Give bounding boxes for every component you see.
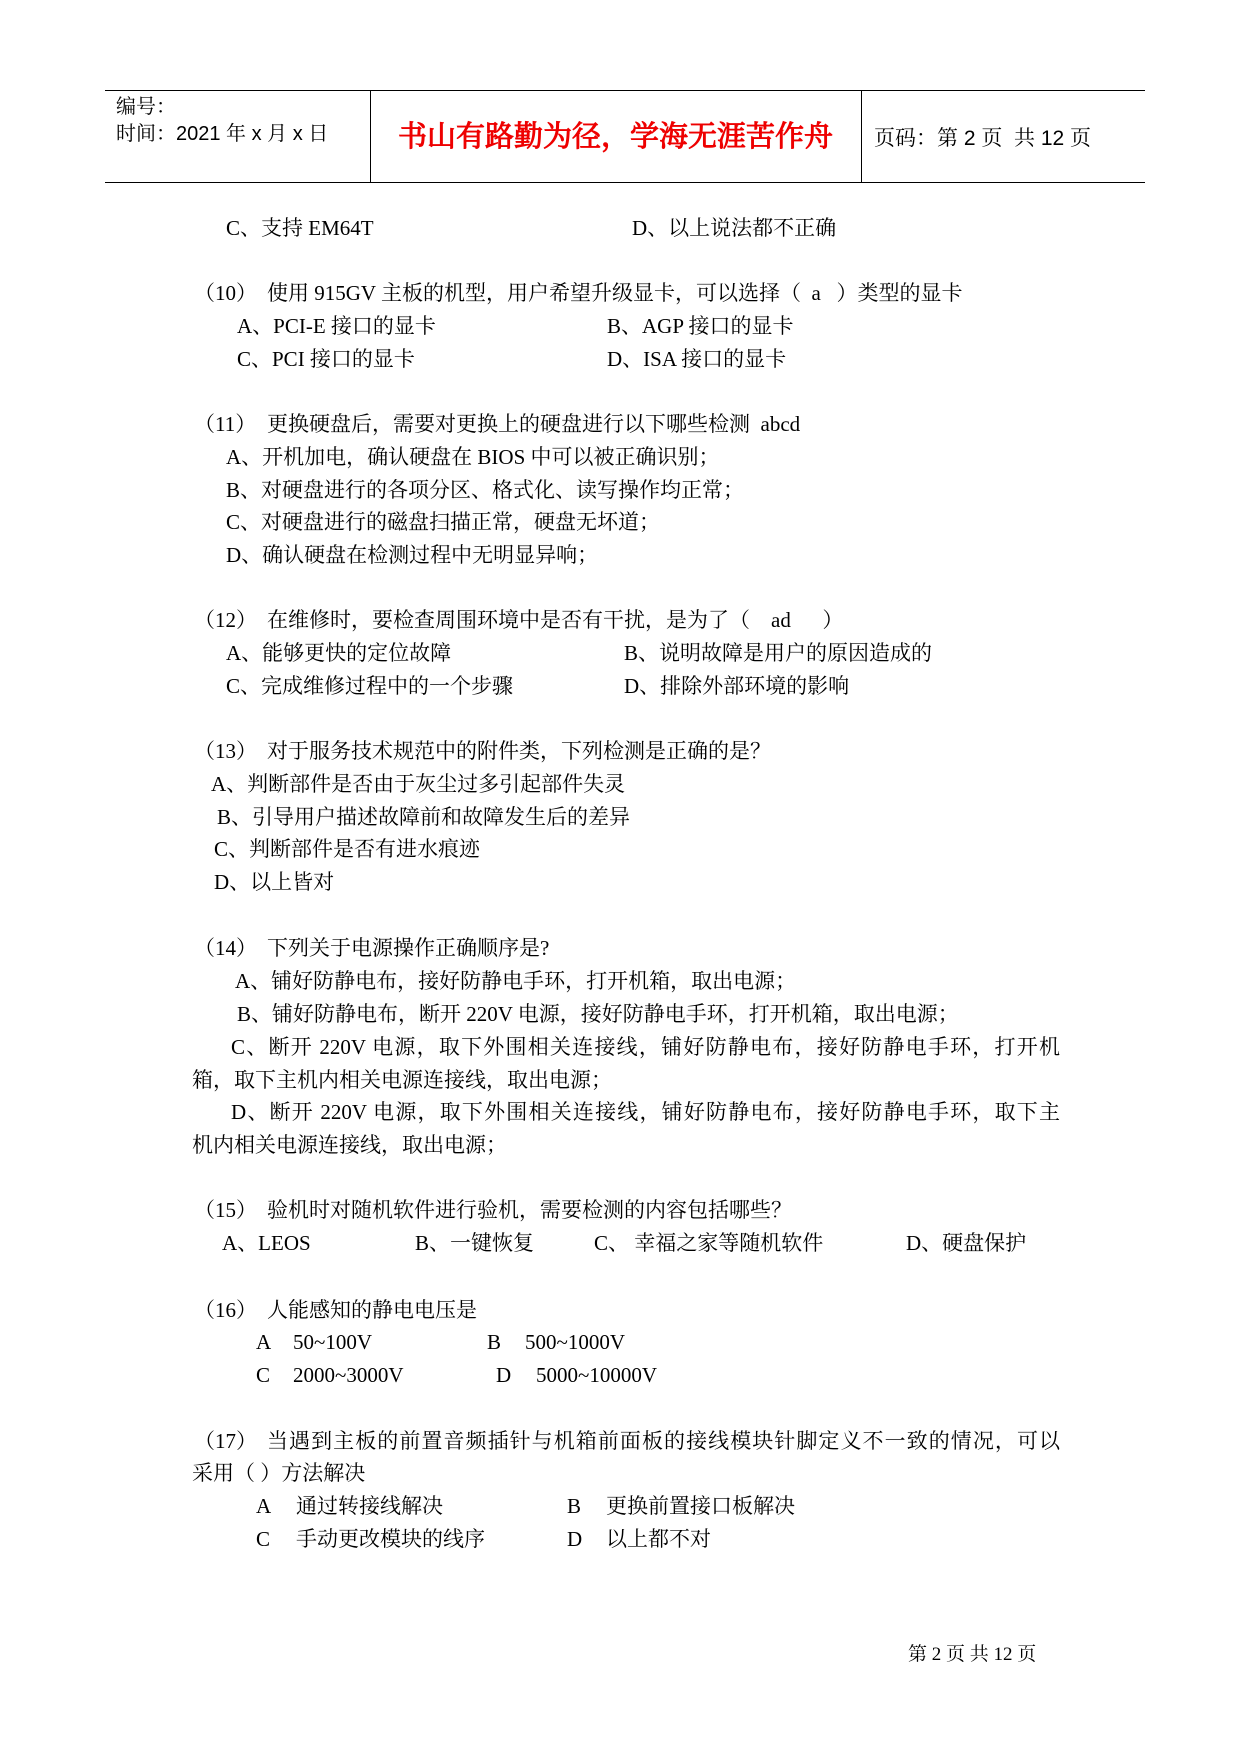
option-a-letter: A [256, 1330, 272, 1354]
option-d: D、排除外部环境的影响 [624, 674, 850, 698]
option-d: D、确认硬盘在检测过程中无明显异响； [226, 543, 599, 567]
question-stem: 更换硬盘后，需要对更换上的硬盘进行以下哪些检测 abcd [267, 412, 801, 436]
question-number: （16） [194, 1298, 257, 1322]
option-c: C、完成维修过程中的一个步骤 [226, 674, 514, 698]
question-stem-line-1: 当遇到主板的前置音频插针与机箱前面板的接线模块针脚定义不一致的情况，可以 [267, 1429, 1060, 1453]
question-stem: 下列关于电源操作正确顺序是? [267, 936, 550, 960]
option-b-letter: B [487, 1330, 502, 1354]
question-stem: 使用 915GV 主板的机型，用户希望升级显卡，可以选择（ a ）类型的显卡 [267, 281, 963, 305]
option-a: A、LEOS [222, 1231, 311, 1255]
option-c: C、判断部件是否有进水痕迹 [214, 837, 481, 861]
option-b-letter: B [567, 1494, 582, 1518]
question-number: （15） [194, 1198, 257, 1222]
option-d-letter: D [496, 1363, 512, 1387]
option-a: A、PCI-E 接口的显卡 [237, 314, 436, 338]
option-a-letter: A [256, 1494, 272, 1518]
question-stem: 人能感知的静电电压是 [267, 1298, 477, 1322]
option-d: D、以上皆对 [214, 870, 335, 894]
option-c-text: 2000~3000V [293, 1363, 404, 1387]
question-stem-line-2: 采用（ ）方法解决 [192, 1461, 366, 1485]
option-b: B、引导用户描述故障前和故障发生后的差异 [217, 805, 631, 829]
option-b: B、一键恢复 [415, 1231, 535, 1255]
question-number: （10） [194, 281, 257, 305]
option-b-text: 500~1000V [525, 1330, 626, 1354]
option-c: C、 幸福之家等随机软件 [594, 1231, 824, 1255]
option-c-line-2: 箱，取下主机内相关电源连接线，取出电源； [192, 1068, 612, 1092]
option-a-text: 50~100V [293, 1330, 373, 1354]
header-page-info: 页码：第 2 页 共 12 页 [874, 127, 1092, 150]
option-d-line-1: D、断开 220V 电源，取下外围相关连接线，铺好防静电布，接好防静电手环，取下主 [231, 1100, 1060, 1124]
option-b: B、铺好防静电布，断开 220V 电源，接好防静电手环，打开机箱，取出电源； [237, 1002, 959, 1026]
header-motto: 书山有路勤为径，学海无涯苦作舟 [397, 121, 833, 153]
option-a: A、能够更快的定位故障 [226, 641, 452, 665]
question-stem: 验机时对随机软件进行验机，需要检测的内容包括哪些？ [267, 1198, 792, 1222]
continued-option-d: D、以上说法都不正确 [632, 216, 837, 240]
option-a: A、开机加电，确认硬盘在 BIOS 中可以被正确识别； [226, 445, 720, 469]
option-b: B、说明故障是用户的原因造成的 [624, 641, 933, 665]
option-c-text: 手动更改模块的线序 [296, 1527, 485, 1551]
option-d-text: 5000~10000V [536, 1363, 658, 1387]
header-date: 时间：2021 年 x 月 x 日 [116, 123, 329, 145]
continued-option-c: C、支持 EM64T [226, 216, 374, 240]
option-d-text: 以上都不对 [606, 1527, 711, 1551]
option-c-letter: C [256, 1527, 271, 1551]
header-divider-right [861, 91, 862, 182]
option-a: A、铺好防静电布，接好防静电手环，打开机箱，取出电源； [235, 969, 797, 993]
option-a-text: 通过转接线解决 [296, 1494, 443, 1518]
question-number: （17） [194, 1429, 257, 1453]
option-c: C、PCI 接口的显卡 [237, 347, 415, 371]
question-number: （11） [194, 412, 257, 436]
question-stem: 对于服务技术规范中的附件类，下列检测是正确的是？ [267, 739, 771, 763]
option-c: C、对硬盘进行的磁盘扫描正常，硬盘无坏道； [226, 510, 661, 534]
option-b: B、AGP 接口的显卡 [607, 314, 794, 338]
question-stem: 在维修时，要检查周围环境中是否有干扰，是为了（ ad ） [267, 608, 844, 632]
option-d: D、硬盘保护 [906, 1231, 1027, 1255]
option-b-text: 更换前置接口板解决 [606, 1494, 795, 1518]
page-header [105, 90, 1145, 183]
question-number: （13） [194, 739, 257, 763]
page-footer: 第 2 页 共 12 页 [908, 1644, 1037, 1665]
option-c-line-1: C、断开 220V 电源，取下外围相关连接线，铺好防静电布，接好防静电手环，打开机 [231, 1035, 1060, 1059]
option-b: B、对硬盘进行的各项分区、格式化、读写操作均正常； [226, 478, 745, 502]
question-number: （14） [194, 936, 257, 960]
question-number: （12） [194, 608, 257, 632]
option-d: D、ISA 接口的显卡 [607, 347, 787, 371]
option-a: A、判断部件是否由于灰尘过多引起部件失灵 [211, 772, 626, 796]
header-id-label: 编号： [116, 96, 176, 118]
option-d-letter: D [567, 1527, 583, 1551]
option-c-letter: C [256, 1363, 271, 1387]
option-d-line-2: 机内相关电源连接线，取出电源； [192, 1133, 507, 1157]
